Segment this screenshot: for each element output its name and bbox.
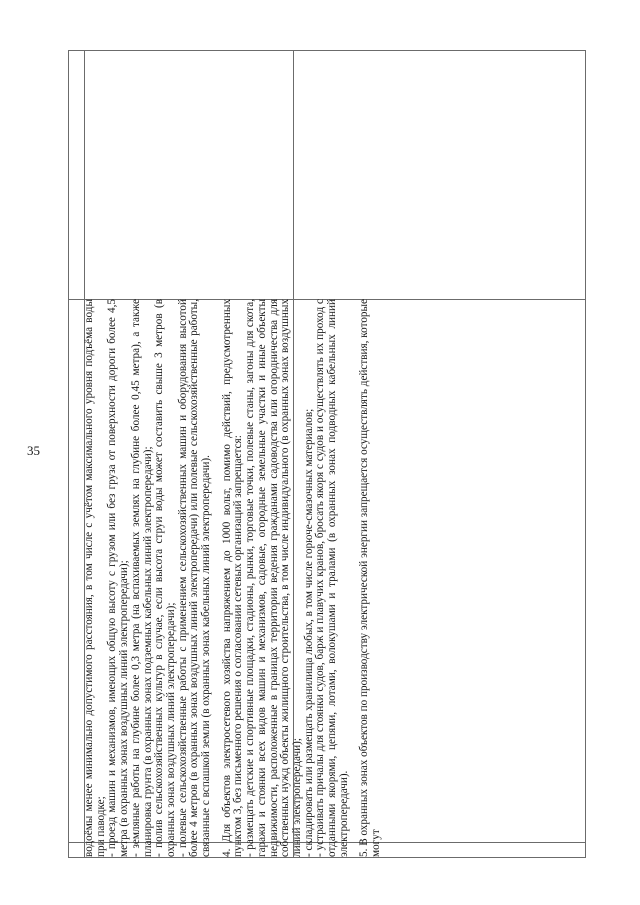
text-paragraph: - земляные работы на глубине более 0,3 метра (на вспахиваемых землях на глубине более 0,45 метра), а также планировка грунта (в охранных зонах подземных кабельных линий электропередачи); (129, 299, 154, 857)
text-paragraph: 4. Для объектов электросетевого хозяйства напряжением до 1000 вольт, помимо действий, предусмотренных пунктом 3, без письменного решения о согласовании сетевых организаций запрещается: (220, 299, 245, 857)
text-paragraph: водоёмы менее минимально допустимого расстояния, в том числе с учётом максимального уровня подъёма воды при паводке; (83, 299, 107, 857)
text-paragraph: - складировать или размещать хранилища любых, в том числе горюче-смазочных материалов; (302, 408, 315, 857)
text-paragraph: - устраивать причалы для стоянки судов, барж и плавучих кранов, бросать якоря с судов и осуществлять их проход с отданными якорями, цепями, лотами, волокушами и тралами (в охранных зонах подводных кабельных линий электропередачи). (314, 299, 350, 857)
text-paragraph: - размещать детские и спортивные площадки, стадионы, рынки, торговые точки, полевые станы, загоны для скота, гаражи и стоянки всех видов машин и механизмов, садовые, огородные земельные участки и иные объекты недвижимости, расположенные в границах территории ведения гражданами садоводства или огородничества для собственных нужд объекты жилищного строительства, в том числе индивидуального (в охранных зонах воздушных линий электропередачи); (244, 299, 303, 857)
text-paragraph: - проезд машин и механизмов, имеющих общую высоту с грузом или без груза от поверхности дороги более 4,5 метра (в охранных зонах воздушных линий электропередачи); (106, 299, 131, 857)
text-paragraph: - полевые сельскохозяйственные работы с применением сельскохозяйственных машин и оборудования высотой более 4 метров (в охранных зонах воздушных линий электропередачи) или полевые сельскохозяйственные работы, связанные с вспашкой земли (в охранных зонах кабельных линий электропередачи). (176, 299, 213, 857)
page-number: 35 (27, 443, 40, 458)
text-paragraph: - полив сельскохозяйственных культур в случае, если высота струи воды может составить свыше 3 метров (в охранных зонах воздушных линий электропередачи); (153, 299, 177, 857)
text-paragraph: 5. В охранных зонах объектов по производству электрической энергии запрещается осуществлять действия, которые могут (358, 299, 383, 857)
rotated-table-text (84, 299, 578, 857)
